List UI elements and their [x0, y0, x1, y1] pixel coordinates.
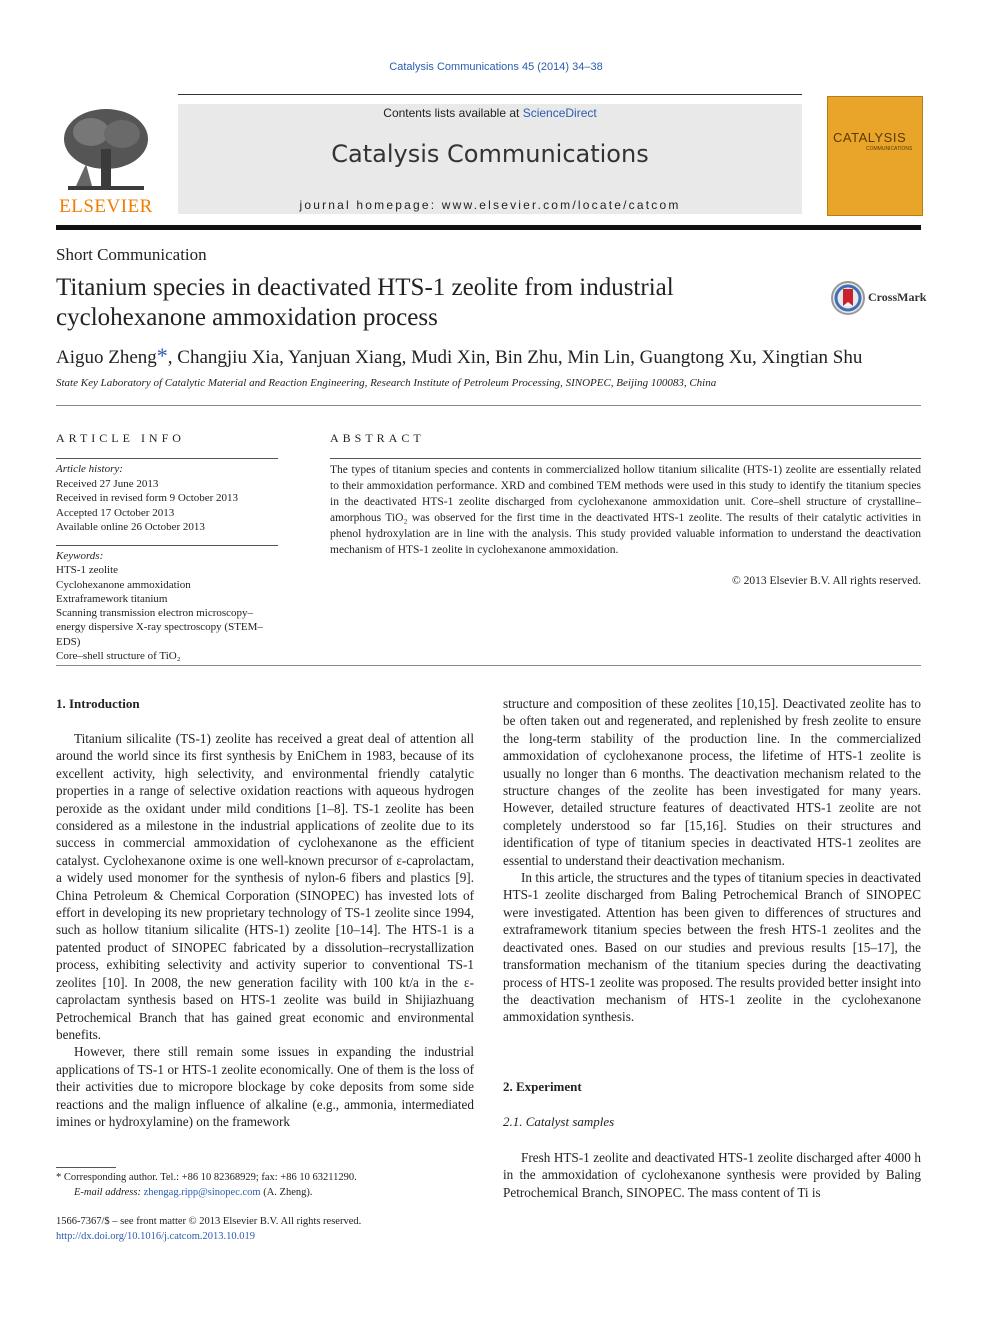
keyword: Cyclohexanone ammoxidation	[56, 578, 191, 591]
section-heading-experiment: 2. Experiment	[503, 1079, 582, 1094]
article-title: Titanium species in deactivated HTS-1 zeolite from industrial cyclohexanone ammoxidation process	[56, 274, 674, 331]
paragraph: Fresh HTS-1 zeolite and deactivated HTS-1 zeolite discharged after 4000 h in the ammoxidation of cyclohexanone synthesis were provided by Baling Petrochemical Branch, SINOPEC. The mass content of Ti is	[503, 1150, 921, 1200]
top-rule	[178, 94, 802, 95]
journal-title: Catalysis Communications	[331, 140, 649, 168]
divider	[56, 405, 921, 406]
affiliation: State Key Laboratory of Catalytic Material and Reaction Engineering, Research Institute of Petroleum Processing, SINOPEC, Beijing 100083, China	[56, 377, 717, 389]
keyword: HTS-1 zeolite	[56, 564, 119, 577]
article-type: Short Communication	[56, 245, 207, 264]
keyword: Extraframework titanium	[56, 592, 168, 605]
corresponding-author-mark[interactable]: *	[156, 343, 168, 368]
contents-prefix: Contents lists available at	[383, 106, 523, 120]
email-label: E-mail address:	[74, 1187, 144, 1198]
article-history	[56, 462, 278, 535]
contents-line	[178, 106, 802, 120]
paragraph: In this article, the structures and the types of titanium species in deactivated HTS-1 zeolite discharged from Baling Petrochemical Branch of SINOPEC were investigated. Attention has been given to differences of structures and extraframework titanium species between the fresh HTS-1 zeolites and the deactivated ones. Based on our studies and previous results [15–17], the transformation mechanism of the titanium species during the deactivating process of HTS-1 zeolite was proposed. The results provided better insight into the deactivation mechanism of HTS-1 zeolite in the cyclohexanone ammoxidation synthesis.	[503, 870, 922, 1025]
doi-link[interactable]: http://dx.doi.org/10.1016/j.catcom.2013.10.019	[56, 1231, 256, 1242]
paragraph: structure and composition of these zeolites [10,15]. Deactivated zeolite has to be often taken out and regenerated, and replenished by fresh zeolite to ensure the long-term stability of the production line. In the commercialized ammoxidation of cyclohexanone process, the lifetime of HTS-1 zeolite is usually no longer than 6 months. The deactivation mechanism related to the structure changes of the zeolite has been investigated for many years. However, detailed structure features of deactivated HTS-1 zeolite are not completely understood so far [15,16]. Studies on their structures and identification of type of titanium species in deactivated HTS-1 zeolites are essential to understand their deactivation mechanism.	[503, 696, 921, 868]
crossmark-label[interactable]: CrossMark	[868, 290, 927, 304]
footnote	[56, 1170, 476, 1200]
crossmark-icon[interactable]	[830, 280, 866, 316]
keywords	[56, 549, 278, 663]
keyword: energy dispersive X-ray spectroscopy (STEM–EDS)	[56, 621, 263, 648]
journal-homepage[interactable]: journal homepage: www.elsevier.com/locate/catcom	[299, 198, 681, 212]
sciencedirect-link[interactable]: ScienceDirect	[522, 106, 597, 120]
issn-line: 1566-7367/$ – see front matter © 2013 Elsevier B.V. All rights reserved.	[56, 1216, 362, 1227]
copyright: © 2013 Elsevier B.V. All rights reserved.	[732, 575, 921, 587]
email-suffix: (A. Zheng).	[260, 1187, 313, 1198]
left-column	[56, 730, 474, 1130]
divider	[56, 458, 278, 459]
history-item: Received 27 June 2013	[56, 477, 159, 490]
divider	[56, 665, 921, 666]
paragraph: Titanium silicalite (TS-1) zeolite has received a great deal of attention all around the world since its first synthesis by EniChem in 1983, because of its excellent activity, high selectivity, and environmental friendly catalytic properties in a range of selective oxidation reactions with aqueous hydrogen peroxide as the oxidant under mild conditions [1–8]. TS-1 zeolite has been considered as a milestone in the industrial applications of zeolite due to its success in commercial ammoxidation of cyclohexanone as the efficient catalyst. Cyclohexanone oxime is one well-known precursor of ε-caprolactam, a widely used monomer for the synthesis of nylon-6 fibers and plastics [9]. China Petroleum & Chemical Corporation (SINOPEC) has invested lots of effort in developing its new proprietary technology of TS-1 zeolite since 1994, such as hollow titanium silicalite (HTS-1) zeolite [10–14]. The HTS-1 is a patented product of SINOPEC fabricated by a dissolution–recrystallization process, exhibiting selectivity and activity superior to conventional TS-1 zeolites [10]. In 2008, the new generation facility with 100 kt/a in the ε-caprolactam synthesis based on HTS-1 zeolite was build in Shijiazhuang Petrochemical Branch that has gained great economic and environmental benefits.	[56, 731, 474, 1042]
cover-title: CATALYSIS	[833, 130, 907, 145]
author-list	[56, 343, 862, 369]
elsevier-wordmark: ELSEVIER	[59, 196, 153, 217]
front-matter	[56, 1214, 361, 1244]
first-author[interactable]: Aiguo Zheng	[56, 347, 157, 368]
paragraph: However, there still remain some issues in expanding the industrial applications of TS-1 or HTS-1 zeolite economically. One of them is the loss of their activities due to micropore blockage by coke deposits from some side reactions and the malign influence of alkaline (e.g., ammonia, intermediated imines or hydroxylamine) on the framework	[56, 1044, 474, 1129]
cover-subtitle: COMMUNICATIONS	[866, 146, 913, 152]
keywords-label: Keywords:	[56, 550, 104, 562]
corresponding-author-note: * Corresponding author. Tel.: +86 10 82368929; fax: +86 10 63211290.	[56, 1172, 357, 1183]
divider	[330, 458, 921, 459]
right-column	[503, 695, 921, 1026]
history-item: Received in revised form 9 October 2013	[56, 492, 239, 504]
divider	[56, 545, 278, 546]
journal-cover-thumbnail[interactable]	[827, 96, 923, 216]
other-authors: , Changjiu Xia, Yanjuan Xiang, Mudi Xin, Bin Zhu, Min Lin, Guangtong Xu, Xingtian Shu	[167, 347, 863, 368]
masthead-divider	[56, 225, 921, 230]
experiment-text	[503, 1149, 921, 1201]
article-info-heading: ARTICLE INFO	[56, 431, 185, 445]
subsection-heading: 2.1. Catalyst samples	[503, 1114, 615, 1129]
history-label: Article history:	[56, 463, 123, 475]
history-item: Available online 26 October 2013	[56, 521, 205, 533]
email-link[interactable]: zhengag.ripp@sinopec.com	[143, 1187, 261, 1198]
keyword: Core–shell structure of TiO₂	[56, 650, 181, 663]
keyword: Scanning transmission electron microscopy–	[56, 607, 254, 620]
abstract-heading: ABSTRACT	[330, 431, 425, 445]
history-item: Accepted 17 October 2013	[56, 506, 175, 519]
abstract-text: The types of titanium species and contents in commercialized hollow titanium silicalite (HTS-1) zeolite are essentially related to their ammoxidation performance. XRD and combined TEM methods were used in this study to identify the titanium species in the deactivated HTS-1 zeolite discharged from cyclohexanone ammoxidation unit. Core–shell structure of crystalline–amorphous TiO₂ was observed for the first time in the deactivated HTS-1 zeolite. The results of their catalytic activities in phenol hydroxylation are in line with the analysis. This study provided valuable information to understand the deactivation mechanism of HTS-1 zeolite in cyclohexanone ammoxidation.	[330, 464, 921, 557]
journal-reference-link[interactable]: Catalysis Communications 45 (2014) 34–38	[389, 61, 603, 73]
footnote-rule	[56, 1167, 116, 1168]
section-heading-introduction: 1. Introduction	[56, 696, 140, 711]
